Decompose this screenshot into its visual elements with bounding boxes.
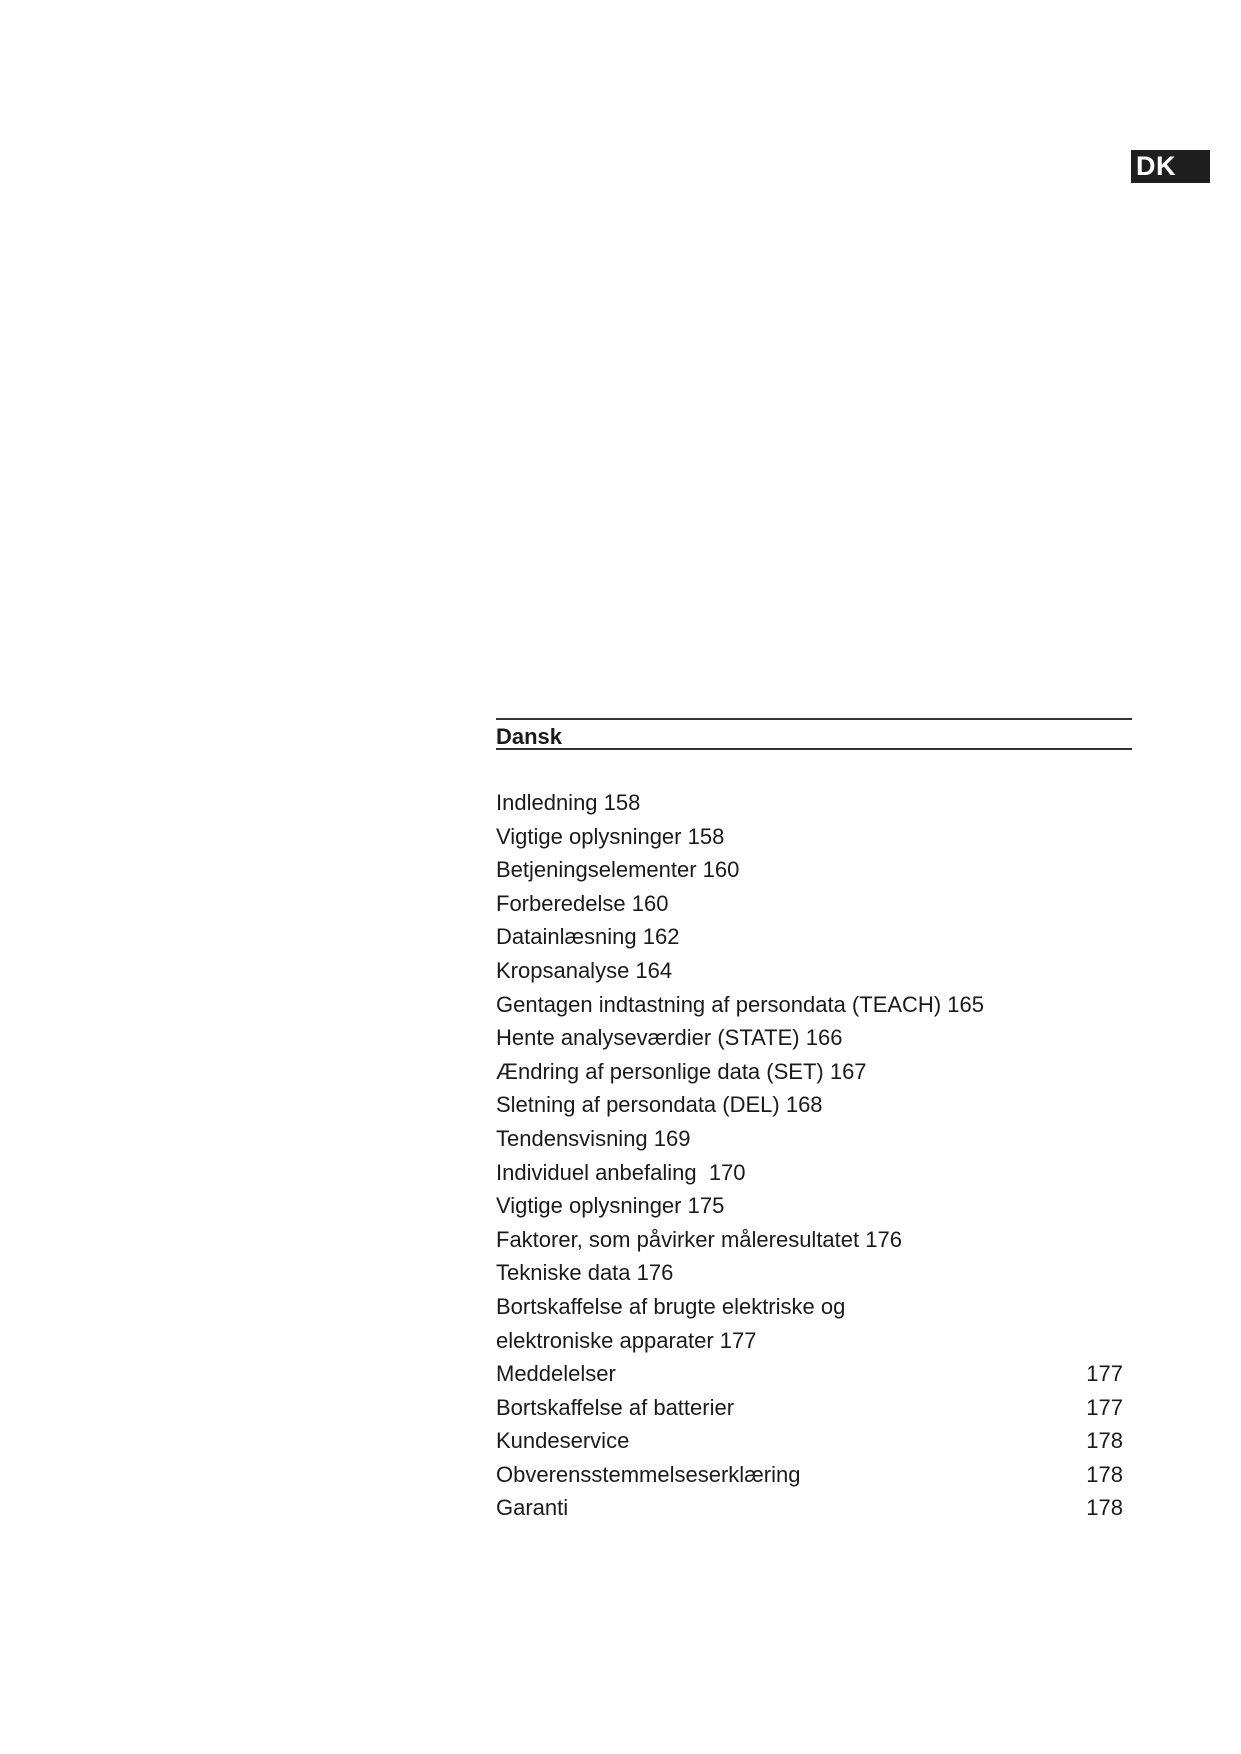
table-of-contents bbox=[496, 718, 1132, 1525]
toc-entry-label: Meddelelser bbox=[496, 1361, 616, 1387]
toc-entry-label: Datainlæsning 162 bbox=[496, 924, 680, 950]
toc-entry[interactable] bbox=[496, 853, 1132, 887]
toc-entry[interactable] bbox=[496, 887, 1132, 921]
toc-entry-page: 178 bbox=[1086, 1495, 1123, 1521]
toc-entry-label: Individuel anbefaling 170 bbox=[496, 1159, 746, 1185]
toc-entry[interactable] bbox=[496, 1021, 1132, 1055]
toc-entry-page: 177 bbox=[1086, 1361, 1123, 1387]
toc-entry-label: Faktorer, som påvirker måleresultatet 176 bbox=[496, 1226, 902, 1252]
toc-entry[interactable] bbox=[496, 1122, 1132, 1156]
toc-entry[interactable] bbox=[496, 1189, 1132, 1223]
toc-list bbox=[496, 786, 1132, 1525]
toc-entry-label: Kropsanalyse 164 bbox=[496, 957, 673, 983]
toc-entry[interactable] bbox=[496, 1055, 1132, 1089]
toc-entry-label: Garanti bbox=[496, 1495, 569, 1521]
toc-entry-label: Vigtige oplysninger 175 bbox=[496, 1193, 725, 1219]
toc-entry-label: Indledning 158 bbox=[496, 790, 641, 815]
toc-entry[interactable] bbox=[496, 1458, 1132, 1492]
toc-entry[interactable] bbox=[496, 1357, 1132, 1391]
toc-entry-page: 177 bbox=[1086, 1394, 1123, 1420]
toc-header bbox=[496, 718, 1132, 750]
toc-entry[interactable] bbox=[496, 1156, 1132, 1190]
toc-entry-label: Vigtige oplysninger 158 bbox=[496, 823, 725, 849]
toc-entry-label: Kundeservice bbox=[496, 1428, 630, 1454]
toc-entry[interactable] bbox=[496, 920, 1132, 954]
toc-entry[interactable] bbox=[496, 1324, 1132, 1358]
toc-entry-page: 178 bbox=[1086, 1428, 1123, 1454]
toc-entry[interactable] bbox=[496, 988, 1132, 1022]
toc-entry-label: Obverensstemmelseserklæring bbox=[496, 1461, 801, 1487]
toc-entry-label: Bortskaffelse af batterier bbox=[496, 1394, 735, 1420]
toc-entry[interactable] bbox=[496, 786, 1132, 820]
toc-entry[interactable] bbox=[496, 1424, 1132, 1458]
toc-entry-label: Betjeningselementer 160 bbox=[496, 857, 740, 883]
toc-entry-page: 178 bbox=[1086, 1461, 1123, 1487]
toc-entry-label: Tekniske data 176 bbox=[496, 1260, 674, 1286]
toc-entry-label: elektroniske apparater 177 bbox=[496, 1327, 757, 1353]
toc-entry[interactable] bbox=[496, 1088, 1132, 1122]
toc-title: Dansk bbox=[496, 724, 563, 749]
toc-entry[interactable] bbox=[496, 1391, 1132, 1425]
toc-entry[interactable] bbox=[496, 1491, 1132, 1525]
language-tab: DK bbox=[1131, 150, 1210, 183]
toc-entry-label: Tendensvisning 169 bbox=[496, 1125, 691, 1151]
toc-entry[interactable] bbox=[496, 954, 1132, 988]
toc-entry-label: Gentagen indtastning af persondata (TEACH) 165 bbox=[496, 991, 984, 1017]
toc-entry[interactable] bbox=[496, 1256, 1132, 1290]
toc-entry-label: Forberedelse 160 bbox=[496, 890, 669, 916]
toc-entry[interactable] bbox=[496, 1223, 1132, 1257]
toc-entry-label: Sletning af persondata (DEL) 168 bbox=[496, 1092, 823, 1118]
toc-entry-label: Bortskaffelse af brugte elektriske og bbox=[496, 1293, 846, 1319]
toc-entry-label: Hente analyseværdier (STATE) 166 bbox=[496, 1025, 843, 1051]
toc-entry[interactable] bbox=[496, 1290, 1132, 1324]
toc-entry-label: Ændring af personlige data (SET) 167 bbox=[496, 1058, 867, 1084]
toc-entry[interactable] bbox=[496, 820, 1132, 854]
